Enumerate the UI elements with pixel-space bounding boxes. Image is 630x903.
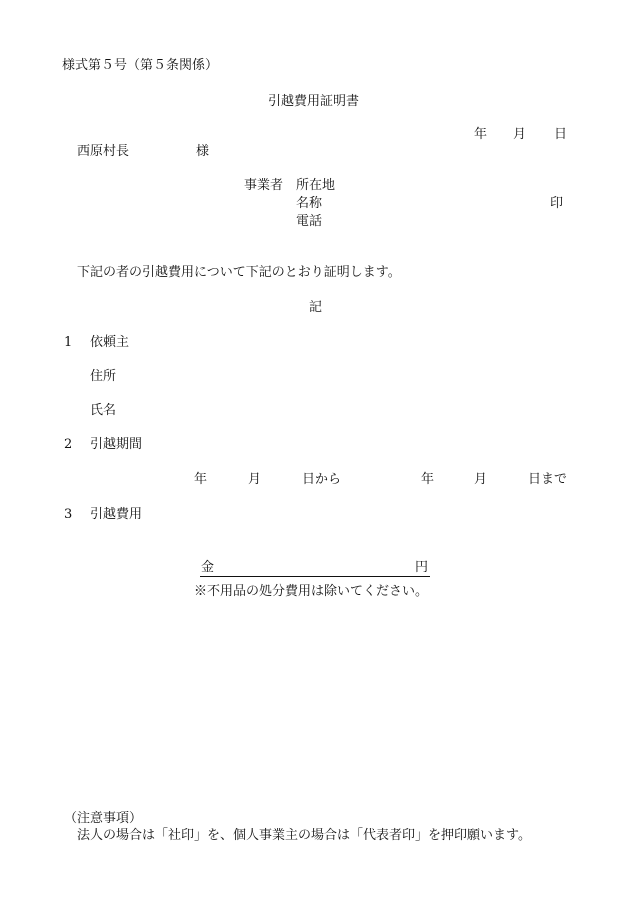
business-phone-label: 電話 <box>296 214 323 229</box>
client-address-label: 住所 <box>90 369 117 384</box>
notes-heading: （注意事項） <box>64 811 143 826</box>
item2-number: 2 <box>64 437 73 452</box>
to-month: 月 <box>474 472 488 487</box>
addressee-name: 西原村長 <box>77 144 130 159</box>
notes-text: 法人の場合は「社印」を、個人事業主の場合は「代表者印」を押印願います。 <box>77 828 531 843</box>
item1-label: 依頼主 <box>90 335 130 350</box>
page-title: 引越費用証明書 <box>268 94 360 109</box>
business-label: 事業者 <box>244 178 284 193</box>
amount-underline <box>200 576 430 577</box>
business-address-label: 所在地 <box>296 178 336 193</box>
from-month: 月 <box>248 472 262 487</box>
seal-mark: 印 <box>550 196 564 211</box>
item3-label: 引越費用 <box>90 507 143 522</box>
item1-number: 1 <box>64 335 73 350</box>
ki-heading: 記 <box>309 300 323 315</box>
business-name-label: 名称 <box>296 196 323 211</box>
amount-note: ※不用品の処分費用は除いてください。 <box>194 584 429 599</box>
date-day: 日 <box>554 127 568 142</box>
to-year: 年 <box>421 472 435 487</box>
to-day: 日まで <box>528 472 568 487</box>
item2-label: 引越期間 <box>90 437 143 452</box>
addressee-honorific: 様 <box>196 144 210 159</box>
amount-prefix: 金 <box>201 560 215 575</box>
form-number: 様式第５号（第５条関係） <box>62 58 219 73</box>
client-name-label: 氏名 <box>90 403 117 418</box>
amount-suffix: 円 <box>415 560 429 575</box>
from-day: 日から <box>302 472 342 487</box>
date-month: 月 <box>513 127 527 142</box>
date-year: 年 <box>474 127 488 142</box>
item3-number: 3 <box>64 507 73 522</box>
from-year: 年 <box>194 472 208 487</box>
intro-text: 下記の者の引越費用について下記のとおり証明します。 <box>77 265 401 280</box>
